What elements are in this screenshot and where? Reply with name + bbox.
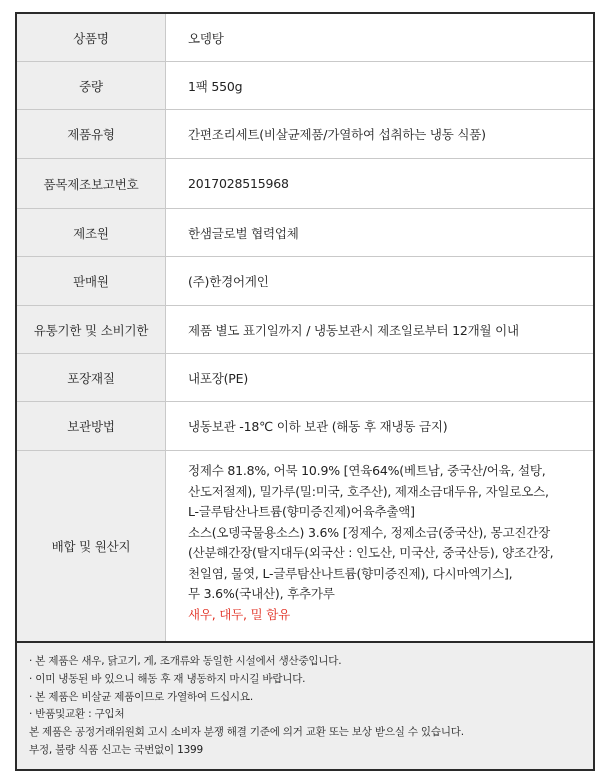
notice-line: 부정, 불량 식품 신고는 국번없이 1399 <box>29 743 204 756</box>
notice-box <box>15 643 595 771</box>
row-value-ingredients <box>166 451 595 643</box>
notice-line: 본 제품은 공정거래위원회 고시 소비자 분쟁 해결 기준에 의거 교환 또는 보상 받으실 수 있습니다. <box>29 726 464 739</box>
table-row <box>16 209 594 257</box>
notice-line: · 본 제품은 새우, 닭고기, 게, 조개류와 동일한 시설에서 생산중입니다. <box>29 655 342 667</box>
allergen-notice: 새우, 대두, 밀 함유 <box>188 606 290 622</box>
row-value-seller: (주)한경어게인 <box>166 257 595 306</box>
row-label-packaging: 포장재질 <box>16 354 166 402</box>
row-value-product-name: 오뎅탕 <box>166 13 595 62</box>
row-value-packaging: 내포장(PE) <box>166 354 595 402</box>
row-label-ingredients: 배합 및 원산지 <box>16 451 166 643</box>
table-row <box>16 257 594 306</box>
ingredient-line: 무 3.6%(국내산), 후추가루 <box>188 586 335 601</box>
row-value-report-number: 2017028515968 <box>166 159 595 209</box>
ingredient-line: 산도저절제), 밀가루(밀:미국, 호주산), 제재소금대두유, 자일로오스, <box>188 483 549 499</box>
ingredient-line: L-글루탐산나트륨(향미증진제)어육추출액] <box>188 504 415 519</box>
table-row <box>16 13 594 62</box>
table-row <box>16 110 594 159</box>
row-label-storage: 보관방법 <box>16 402 166 451</box>
product-info-sheet <box>15 12 595 771</box>
row-label-product-type: 제품유형 <box>16 110 166 159</box>
table-row <box>16 451 594 643</box>
product-info-table <box>15 12 595 643</box>
ingredient-line: 소스(오뎅국물용소스) 3.6% [정제수, 정제소금(중국산), 몽고진간장 <box>188 524 550 540</box>
row-value-storage: 냉동보관 -18℃ 이하 보관 (해동 후 재냉동 금지) <box>166 402 595 451</box>
table-row <box>16 402 594 451</box>
row-label-report-number: 품목제조보고번호 <box>16 159 166 209</box>
row-value-manufacturer: 한샘글로벌 협력업체 <box>166 209 595 257</box>
table-row <box>16 354 594 402</box>
row-value-expiry: 제품 별도 표기일까지 / 냉동보관시 제조일로부터 12개월 이내 <box>166 306 595 354</box>
row-value-product-type: 간편조리세트(비살균제품/가열하여 섭취하는 냉동 식품) <box>166 110 595 159</box>
table-row <box>16 62 594 110</box>
row-value-weight: 1팩 550g <box>166 62 595 110</box>
ingredient-line: (산분해간장(탈지대두(외국산 : 인도산, 미국산, 중국산등), 양조간장, <box>188 545 554 560</box>
table-row <box>16 159 594 209</box>
notice-line: · 본 제품은 비살균 제품이므로 가열하여 드십시요. <box>29 690 253 703</box>
table-row <box>16 306 594 354</box>
row-label-expiry: 유통기한 및 소비기한 <box>16 306 166 354</box>
ingredient-line: 정제수 81.8%, 어묵 10.9% [연육64%(베트남, 중국산/어육, 설탕, <box>188 463 546 478</box>
row-label-seller: 판매원 <box>16 257 166 306</box>
row-label-product-name: 상품명 <box>16 13 166 62</box>
notice-line: · 이미 냉동된 바 있으니 해동 후 재 냉동하지 마시길 바랍니다. <box>29 672 306 685</box>
row-label-weight: 중량 <box>16 62 166 110</box>
notice-line: · 반품및교환 : 구입처 <box>29 708 125 721</box>
row-label-manufacturer: 제조원 <box>16 209 166 257</box>
ingredient-line: 천일염, 물엿, L-글루탐산나트륨(향미증진제), 다시마엑기스], <box>188 565 513 581</box>
